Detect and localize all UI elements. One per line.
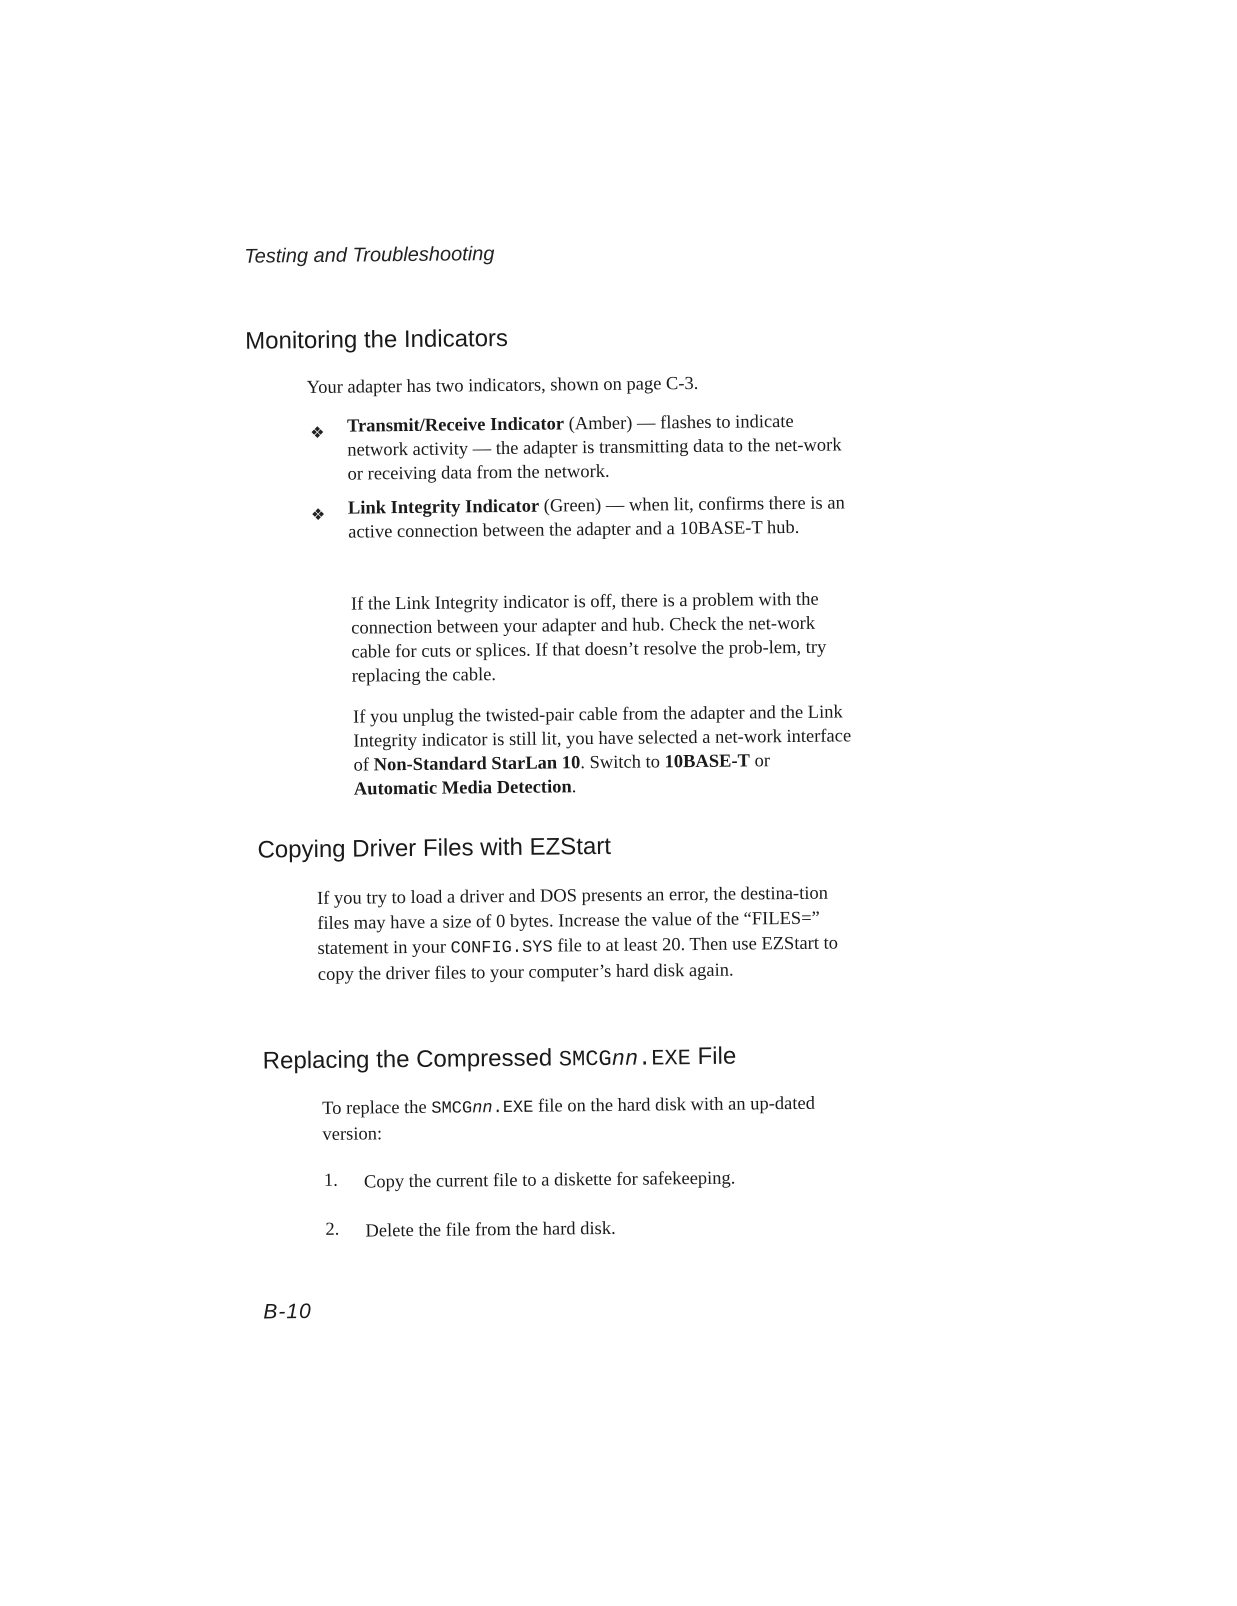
running-head: Testing and Troubleshooting	[244, 243, 495, 268]
heading-run: Replacing the Compressed	[262, 1044, 559, 1075]
step-1: Copy the current file to a diskette for safekeeping.	[363, 1168, 736, 1193]
unplug-paragraph	[353, 700, 854, 801]
link-off-paragraph: If the Link Integrity indicator is off, there is a problem with the connection between your adapter and hub. Check the net-work cable for cuts or splices. If that doesn’t resolve the prob-lem, try replacing the cable.	[350, 589, 827, 687]
bold-term: 10BASE-T	[664, 751, 751, 773]
bullet-transmit-receive	[347, 409, 848, 486]
bullet-term: Link Integrity Indicator	[347, 496, 540, 519]
heading-code-italic: nn	[611, 1046, 639, 1072]
text-run: If you unplug the twisted-pair cable from the adapter and the Link Integrity indicator is still lit, you have selected a net-work interface of	[353, 702, 852, 776]
bullet-link-integrity	[348, 491, 848, 544]
section-heading-monitoring: Monitoring the Indicators	[245, 324, 509, 355]
section-heading-copying: Copying Driver Files with EZStart	[257, 832, 612, 864]
heading-run: File	[690, 1042, 737, 1071]
copying-paragraph	[317, 881, 858, 988]
filename-code-italic: nn	[472, 1099, 493, 1119]
step-number: 1.	[323, 1170, 338, 1191]
diamond-bullet-icon: ❖	[310, 424, 325, 443]
filename-code: .EXE	[492, 1098, 534, 1119]
bold-term: Non-Standard StarLan 10	[373, 753, 581, 776]
filename-code: CONFIG.SYS	[450, 938, 553, 959]
text-run: . Switch to	[580, 752, 665, 774]
text-run: .	[571, 777, 577, 798]
bullet-text: (Amber) — flashes to indicate network activity — the adapter is transmitting data to the net-work or receiving data from the network.	[347, 411, 842, 485]
bold-term: Automatic Media Detection	[353, 777, 572, 800]
heading-code: SMCG	[558, 1046, 612, 1073]
replacing-paragraph	[322, 1092, 833, 1148]
text-run: or	[749, 751, 771, 772]
page-number: B-10	[263, 1300, 312, 1324]
filename-code: SMCG	[431, 1099, 473, 1119]
diamond-bullet-icon: ❖	[310, 506, 326, 525]
text-run: file on the hard disk with an up-dated version:	[322, 1093, 816, 1145]
step-2: Delete the file from the hard disk.	[365, 1218, 616, 1242]
bullet-term: Transmit/Receive Indicator	[346, 414, 565, 437]
text-run: file to at least 20. Then use EZStart to copy the driver files to your computer’s hard disk again.	[317, 933, 839, 985]
bullet-text: (Green) — when lit, confirms there is an active connection between the adapter and a 10BASE-T hub.	[348, 493, 845, 543]
section-heading-replacing	[263, 1043, 737, 1076]
text-run: If you try to load a driver and DOS presents an error, the destina-tion files may have a size of 0 bytes. Increase the value of the “FILES=” statement in your	[316, 883, 829, 959]
intro-paragraph: Your adapter has two indicators, shown on page C-3.	[306, 373, 699, 399]
step-number: 2.	[325, 1219, 340, 1240]
heading-code: .EXE	[637, 1046, 692, 1072]
text-run: To replace the	[322, 1097, 432, 1119]
